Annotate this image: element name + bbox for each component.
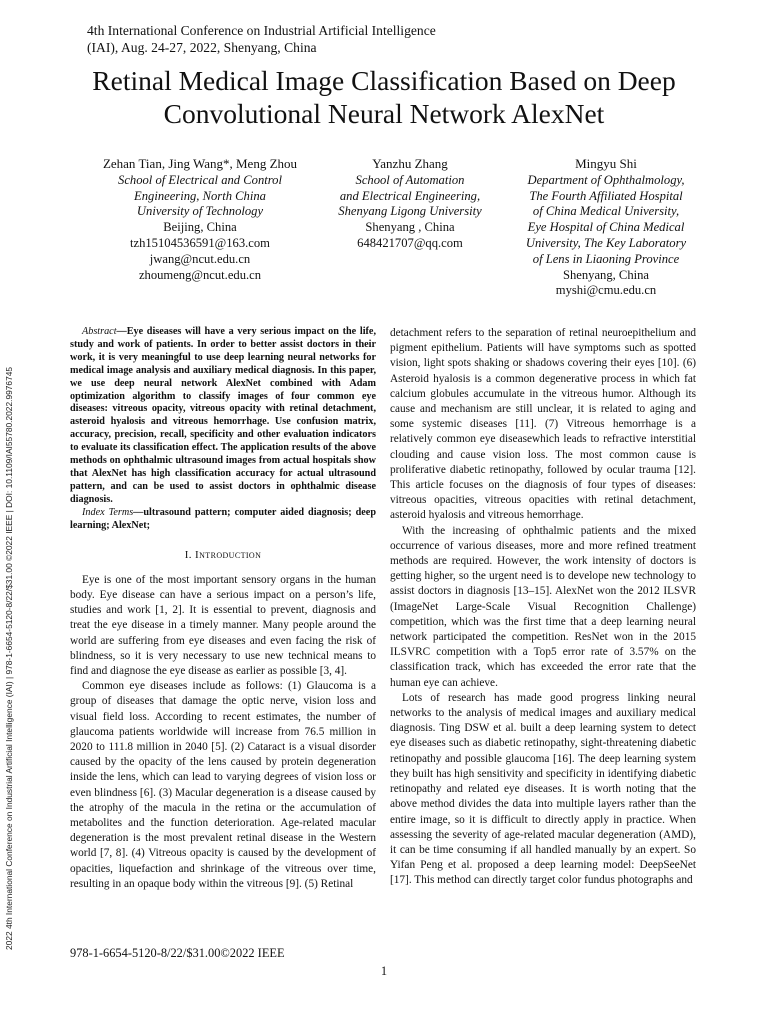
side-doi-banner: 2022 4th International Conference on Industrial Artificial Intelligence (IAI) | 978-1-6654-5120-8/22/$31.00 ©2022 IEEE | DOI: 10.1109/IAI55780.2022.9976745 — [4, 366, 14, 950]
author-email[interactable]: jwang@ncut.edu.cn — [149, 251, 251, 266]
paragraph: Eye is one of the most important sensory organs in the human body. Eye disease can have a serious impact on a person’s life, studies and work [1, 2]. It is essential to prevent, diagnosis and treat the eye disease in a timely manner. Many people around the world are suffering from eye diseases and even facing the risk of blindness, so it is very necessary to use new technical means to find and diagnose the eye disease as earlier as possible [3, 4]. — [70, 573, 376, 677]
affiliation-line: School of Electrical and Control — [118, 172, 282, 187]
affiliation-line: Eye Hospital of China Medical — [527, 220, 685, 235]
paragraph: Common eye diseases include as follows: (1) Glaucoma is a group of diseases that damage the optic nerve, vision loss and visual field loss. According to recent estimates, the number of glaucoma patients worldwide will increase from 76.5 million in 2020 to 111.8 million in 2040 [5]. (2) Cataract is a visual disorder caused by the opacity of the lens caused by protein degeneration inside the lens, which can lead to varying degrees of vision loss or even blindness [6]. (3) Macular degeneration is a disease caused by the atrophy of the macula in the retina or the accumulation of metabolites and the function deterioration. Age-related macular degeneration is the most prevalent retinal disease in the Western world [7, 8]. (4) Vitreous opacity is caused by the development of opacities, liquefaction and shrinkage of the vitreous over time, resulting in an opaque body within the vitreous [9]. (5) Retinal — [70, 680, 376, 890]
author-block-3 — [512, 156, 700, 299]
left-column — [70, 326, 376, 892]
right-column — [390, 326, 696, 889]
author-location: Beijing, China — [163, 220, 237, 235]
author-email[interactable]: zhoumeng@ncut.edu.cn — [138, 267, 262, 282]
abstract-text: —Eye diseases will have a very serious impact on the life, study and work of patients. In order to better assist doctors in their work, it is very meaningful to use deep learning neural networks for medical image analysis and auxiliary medical diagnosis. In this paper, we use deep neural network AlexNet combined with Adam optimization algorithm to classify images of four common eye diseases: vitreous opacity, vitreous opacity with retinal detachment, asteroid hyalosis and vitreous hemorrhage. Use confusion matrix, accuracy, precision, recall, specificity and other evaluation indicators to evaluate its classification effect. The application results of the above methods on ophthalmic ultrasound images from actual hospitals show that AlexNet has high classification accuracy for actual ultrasound pattern, and can be used to assist doctors in ophthalmic disease diagnosis. — [70, 326, 376, 505]
author-email[interactable]: 648421707@qq.com — [357, 235, 463, 250]
affiliation-line: Engineering, North China — [134, 188, 266, 203]
affiliation-line: of Lens in Liaoning Province — [532, 251, 680, 266]
affiliation-line: School of Automation — [355, 172, 465, 187]
author-affiliation — [330, 173, 490, 220]
author-names: Zehan Tian, Jing Wang*, Meng Zhou — [102, 156, 298, 171]
author-names: Yanzhu Zhang — [372, 156, 448, 171]
paragraph: Lots of research has made good progress linking neural networks to the analysis of medical images and auxiliary medical diagnosis. Ting DSW et al. built a deep learning system to detect eye diseases such as diabetic retinopathy, sight-threatening diabetic retinopathy and possible glaucoma [16]. The deep learning system they built has high sensitivity and specificity in identifying diabetic retinopathy and related eye diseases. It is worth noting that the above method divides the data into multiple layers rather than the entire image, so it is difficult to directly apply in practice. When assessing the severity of age-related macular degeneration (AMD), it can be time consuming if all handled manually by an expert. So Yifan Peng et al. proposed a deep learning model: DeepSeeNet [17]. This method can directly target color fundus photographs and — [390, 691, 696, 887]
index-terms-text: —ultrasound pattern; computer aided diagnosis; deep learning; AlexNet; — [70, 506, 376, 531]
paper-title: Retinal Medical Image Classification Based on Deep Convolutional Neural Network AlexNet — [92, 65, 676, 129]
paragraph: detachment refers to the separation of retinal neuroepithelium and pigment epithelium. Patients will have symptoms such as spotted vision, light spots shaking or shadows covering their eyes [10]. (6) Asteroid hyalosis is a common degenerative process in which fat calcium globules accumulate in the vitreous humor. Although its cause and mechanism are still unclear, it is related to aging and some systemic diseases [11]. (7) Vitreous hemorrhage is a relatively common eye diseasewhich leads to refractive interstitial clouding and cause vision loss. The most common cause is proliferative diabetic retinopathy, followed by ocular trauma [12]. This article focuses on the diagnosis of four types of diseases: vitreous opacities, vitreous opacities with retinal detachment, asteroid hyalosis and vitreous hemorrhage. — [390, 327, 696, 522]
index-terms-label: Index Terms — [82, 506, 134, 518]
author-location: Shenyang, China — [562, 267, 650, 282]
author-affiliation — [512, 173, 700, 268]
affiliation-line: Shenyang Ligong University — [338, 204, 482, 219]
index-terms — [70, 507, 376, 533]
affiliation-line: The Fourth Affiliated Hospital — [529, 188, 683, 203]
author-block-2 — [330, 156, 490, 252]
author-email[interactable]: tzh15104536591@163.com — [130, 235, 270, 250]
affiliation-line: University, The Key Laboratory — [525, 235, 687, 250]
affiliation-line: and Electrical Engineering, — [339, 188, 481, 203]
author-location: Shenyang , China — [365, 220, 455, 235]
paragraph: With the increasing of ophthalmic patients and the mixed occurrence of various diseases, more and more refined treatment methods are required. However, the work intensity of doctors is getting higher, so the urgent need is to develope new technology to assist doctors in diagnosis [13–15]. AlexNet won the 2012 ILSVR (ImageNet Large-Scale Visual Recognition Challenge) competition, which was the first time that a deep learning neural network participated the competition. ResNet won in the 2015 ILSVRC competition with a Top5 error rate of 3.57% on the classification track, which has exceeded the error rate that the human eye can achieve. — [390, 524, 696, 689]
author-email[interactable]: myshi@cmu.edu.cn — [555, 283, 657, 298]
copyright-footer: 978-1-6654-5120-8/22/$31.00©2022 IEEE — [70, 946, 285, 960]
section-heading: I. Introduction — [184, 548, 262, 561]
author-affiliation — [72, 173, 328, 220]
author-block-1 — [72, 156, 328, 283]
abstract-label: Abstract — [82, 326, 117, 337]
affiliation-line: University of Technology — [136, 204, 264, 219]
page-number: 1 — [380, 964, 388, 978]
affiliation-line: of China Medical University, — [532, 204, 680, 219]
affiliation-line: Department of Ophthalmology, — [527, 172, 685, 187]
author-names: Mingyu Shi — [575, 156, 637, 171]
abstract — [70, 326, 376, 507]
conference-header: 4th International Conference on Industrial Artificial Intelligence (IAI), Aug. 24-27, 2022, Shenyang, China — [87, 23, 436, 55]
